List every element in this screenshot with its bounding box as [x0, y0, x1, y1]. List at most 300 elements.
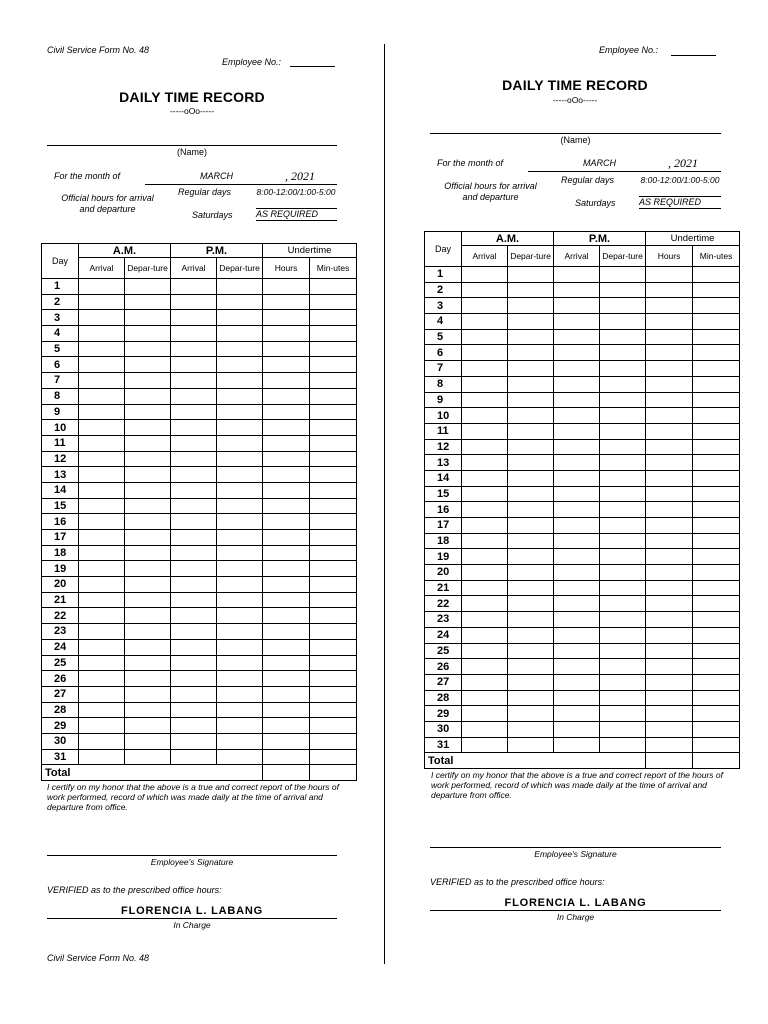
undertime-hours-cell[interactable]: [263, 718, 310, 734]
pm-arrival-cell[interactable]: [171, 310, 217, 326]
am-departure-cell[interactable]: [508, 627, 554, 643]
undertime-hours-cell[interactable]: [646, 580, 693, 596]
am-departure-cell[interactable]: [125, 279, 171, 295]
employee-signature-line[interactable]: [430, 847, 721, 848]
undertime-hours-cell[interactable]: [263, 561, 310, 577]
am-arrival-cell[interactable]: [79, 420, 125, 436]
undertime-minutes-cell[interactable]: [693, 376, 740, 392]
am-departure-cell[interactable]: [125, 514, 171, 530]
pm-departure-cell[interactable]: [600, 423, 646, 439]
am-arrival-cell[interactable]: [79, 718, 125, 734]
total-minutes-cell[interactable]: [693, 753, 740, 769]
undertime-minutes-cell[interactable]: [693, 596, 740, 612]
undertime-minutes-cell[interactable]: [310, 671, 357, 687]
am-departure-cell[interactable]: [125, 420, 171, 436]
undertime-minutes-cell[interactable]: [693, 314, 740, 330]
undertime-minutes-cell[interactable]: [310, 718, 357, 734]
pm-arrival-cell[interactable]: [171, 373, 217, 389]
pm-departure-cell[interactable]: [217, 671, 263, 687]
am-departure-cell[interactable]: [125, 482, 171, 498]
pm-arrival-cell[interactable]: [554, 470, 600, 486]
pm-departure-cell[interactable]: [600, 329, 646, 345]
am-departure-cell[interactable]: [125, 733, 171, 749]
undertime-hours-cell[interactable]: [646, 345, 693, 361]
pm-departure-cell[interactable]: [217, 467, 263, 483]
am-departure-cell[interactable]: [125, 686, 171, 702]
pm-departure-cell[interactable]: [600, 580, 646, 596]
am-departure-cell[interactable]: [125, 326, 171, 342]
am-departure-cell[interactable]: [125, 639, 171, 655]
pm-departure-cell[interactable]: [217, 514, 263, 530]
pm-arrival-cell[interactable]: [554, 643, 600, 659]
undertime-minutes-cell[interactable]: [693, 518, 740, 534]
undertime-hours-cell[interactable]: [263, 373, 310, 389]
pm-arrival-cell[interactable]: [171, 718, 217, 734]
undertime-hours-cell[interactable]: [263, 279, 310, 295]
am-arrival-cell[interactable]: [79, 671, 125, 687]
pm-departure-cell[interactable]: [217, 498, 263, 514]
pm-departure-cell[interactable]: [217, 655, 263, 671]
pm-departure-cell[interactable]: [600, 518, 646, 534]
am-arrival-cell[interactable]: [79, 482, 125, 498]
am-arrival-cell[interactable]: [462, 470, 508, 486]
am-arrival-cell[interactable]: [79, 310, 125, 326]
undertime-hours-cell[interactable]: [263, 326, 310, 342]
am-arrival-cell[interactable]: [462, 549, 508, 565]
am-departure-cell[interactable]: [508, 345, 554, 361]
employee-no-field[interactable]: [290, 66, 335, 67]
am-arrival-cell[interactable]: [462, 674, 508, 690]
undertime-hours-cell[interactable]: [646, 361, 693, 377]
total-hours-cell[interactable]: [646, 753, 693, 769]
pm-departure-cell[interactable]: [600, 345, 646, 361]
pm-departure-cell[interactable]: [217, 702, 263, 718]
am-departure-cell[interactable]: [508, 298, 554, 314]
pm-departure-cell[interactable]: [600, 596, 646, 612]
am-arrival-cell[interactable]: [79, 577, 125, 593]
undertime-hours-cell[interactable]: [646, 612, 693, 628]
am-departure-cell[interactable]: [508, 612, 554, 628]
pm-departure-cell[interactable]: [217, 451, 263, 467]
pm-arrival-cell[interactable]: [554, 596, 600, 612]
undertime-minutes-cell[interactable]: [693, 329, 740, 345]
am-departure-cell[interactable]: [508, 518, 554, 534]
pm-departure-cell[interactable]: [600, 282, 646, 298]
pm-arrival-cell[interactable]: [171, 686, 217, 702]
name-field[interactable]: [430, 133, 721, 134]
pm-departure-cell[interactable]: [600, 408, 646, 424]
undertime-minutes-cell[interactable]: [310, 326, 357, 342]
am-arrival-cell[interactable]: [462, 502, 508, 518]
pm-departure-cell[interactable]: [600, 721, 646, 737]
undertime-minutes-cell[interactable]: [310, 435, 357, 451]
pm-arrival-cell[interactable]: [554, 392, 600, 408]
am-arrival-cell[interactable]: [462, 721, 508, 737]
pm-arrival-cell[interactable]: [554, 298, 600, 314]
undertime-hours-cell[interactable]: [263, 639, 310, 655]
pm-arrival-cell[interactable]: [171, 624, 217, 640]
pm-arrival-cell[interactable]: [554, 502, 600, 518]
pm-departure-cell[interactable]: [600, 470, 646, 486]
undertime-minutes-cell[interactable]: [310, 686, 357, 702]
am-arrival-cell[interactable]: [79, 530, 125, 546]
am-arrival-cell[interactable]: [462, 518, 508, 534]
am-arrival-cell[interactable]: [462, 596, 508, 612]
undertime-minutes-cell[interactable]: [310, 467, 357, 483]
am-arrival-cell[interactable]: [462, 643, 508, 659]
pm-departure-cell[interactable]: [600, 392, 646, 408]
am-departure-cell[interactable]: [508, 690, 554, 706]
pm-arrival-cell[interactable]: [554, 659, 600, 675]
undertime-minutes-cell[interactable]: [310, 341, 357, 357]
am-arrival-cell[interactable]: [462, 345, 508, 361]
undertime-minutes-cell[interactable]: [693, 345, 740, 361]
pm-arrival-cell[interactable]: [554, 737, 600, 753]
pm-arrival-cell[interactable]: [171, 655, 217, 671]
pm-arrival-cell[interactable]: [171, 404, 217, 420]
am-arrival-cell[interactable]: [79, 435, 125, 451]
undertime-minutes-cell[interactable]: [693, 627, 740, 643]
am-departure-cell[interactable]: [125, 592, 171, 608]
pm-departure-cell[interactable]: [217, 639, 263, 655]
undertime-hours-cell[interactable]: [263, 388, 310, 404]
pm-departure-cell[interactable]: [217, 577, 263, 593]
pm-departure-cell[interactable]: [600, 455, 646, 471]
am-departure-cell[interactable]: [125, 435, 171, 451]
undertime-minutes-cell[interactable]: [310, 514, 357, 530]
am-departure-cell[interactable]: [508, 596, 554, 612]
undertime-minutes-cell[interactable]: [310, 545, 357, 561]
pm-arrival-cell[interactable]: [171, 341, 217, 357]
undertime-minutes-cell[interactable]: [310, 388, 357, 404]
pm-arrival-cell[interactable]: [171, 279, 217, 295]
am-departure-cell[interactable]: [508, 392, 554, 408]
am-arrival-cell[interactable]: [79, 404, 125, 420]
pm-departure-cell[interactable]: [600, 502, 646, 518]
am-arrival-cell[interactable]: [462, 408, 508, 424]
undertime-minutes-cell[interactable]: [693, 643, 740, 659]
undertime-minutes-cell[interactable]: [693, 549, 740, 565]
pm-departure-cell[interactable]: [217, 404, 263, 420]
pm-departure-cell[interactable]: [217, 420, 263, 436]
am-departure-cell[interactable]: [125, 545, 171, 561]
pm-departure-cell[interactable]: [217, 592, 263, 608]
undertime-hours-cell[interactable]: [263, 467, 310, 483]
am-departure-cell[interactable]: [125, 702, 171, 718]
am-departure-cell[interactable]: [508, 423, 554, 439]
undertime-hours-cell[interactable]: [646, 721, 693, 737]
undertime-minutes-cell[interactable]: [693, 502, 740, 518]
undertime-minutes-cell[interactable]: [693, 659, 740, 675]
pm-arrival-cell[interactable]: [554, 345, 600, 361]
pm-arrival-cell[interactable]: [554, 408, 600, 424]
undertime-hours-cell[interactable]: [646, 674, 693, 690]
undertime-hours-cell[interactable]: [263, 545, 310, 561]
am-departure-cell[interactable]: [125, 310, 171, 326]
undertime-hours-cell[interactable]: [646, 706, 693, 722]
am-arrival-cell[interactable]: [462, 282, 508, 298]
pm-departure-cell[interactable]: [600, 565, 646, 581]
pm-arrival-cell[interactable]: [171, 451, 217, 467]
am-arrival-cell[interactable]: [79, 514, 125, 530]
am-departure-cell[interactable]: [508, 533, 554, 549]
pm-arrival-cell[interactable]: [171, 420, 217, 436]
pm-departure-cell[interactable]: [217, 373, 263, 389]
am-arrival-cell[interactable]: [79, 373, 125, 389]
undertime-minutes-cell[interactable]: [310, 733, 357, 749]
am-departure-cell[interactable]: [508, 486, 554, 502]
am-arrival-cell[interactable]: [462, 298, 508, 314]
pm-arrival-cell[interactable]: [171, 733, 217, 749]
pm-arrival-cell[interactable]: [554, 690, 600, 706]
pm-arrival-cell[interactable]: [171, 671, 217, 687]
undertime-hours-cell[interactable]: [646, 565, 693, 581]
pm-arrival-cell[interactable]: [554, 282, 600, 298]
am-arrival-cell[interactable]: [79, 279, 125, 295]
undertime-minutes-cell[interactable]: [310, 451, 357, 467]
undertime-hours-cell[interactable]: [646, 392, 693, 408]
pm-arrival-cell[interactable]: [171, 592, 217, 608]
pm-arrival-cell[interactable]: [171, 608, 217, 624]
am-departure-cell[interactable]: [125, 749, 171, 765]
pm-departure-cell[interactable]: [217, 341, 263, 357]
pm-arrival-cell[interactable]: [554, 439, 600, 455]
undertime-hours-cell[interactable]: [263, 482, 310, 498]
am-arrival-cell[interactable]: [79, 655, 125, 671]
am-arrival-cell[interactable]: [79, 326, 125, 342]
pm-arrival-cell[interactable]: [554, 565, 600, 581]
pm-arrival-cell[interactable]: [554, 580, 600, 596]
pm-departure-cell[interactable]: [600, 533, 646, 549]
am-departure-cell[interactable]: [508, 455, 554, 471]
pm-arrival-cell[interactable]: [554, 329, 600, 345]
pm-departure-cell[interactable]: [600, 737, 646, 753]
pm-departure-cell[interactable]: [600, 627, 646, 643]
undertime-hours-cell[interactable]: [263, 341, 310, 357]
pm-departure-cell[interactable]: [217, 388, 263, 404]
undertime-hours-cell[interactable]: [263, 655, 310, 671]
undertime-hours-cell[interactable]: [646, 486, 693, 502]
am-departure-cell[interactable]: [508, 267, 554, 283]
employee-signature-line[interactable]: [47, 855, 337, 856]
pm-departure-cell[interactable]: [600, 267, 646, 283]
pm-departure-cell[interactable]: [600, 690, 646, 706]
pm-arrival-cell[interactable]: [554, 267, 600, 283]
pm-departure-cell[interactable]: [600, 643, 646, 659]
am-arrival-cell[interactable]: [462, 690, 508, 706]
pm-arrival-cell[interactable]: [171, 357, 217, 373]
am-departure-cell[interactable]: [125, 373, 171, 389]
pm-departure-cell[interactable]: [217, 718, 263, 734]
am-arrival-cell[interactable]: [79, 639, 125, 655]
month-field[interactable]: [528, 171, 721, 172]
am-arrival-cell[interactable]: [79, 388, 125, 404]
undertime-hours-cell[interactable]: [263, 294, 310, 310]
undertime-minutes-cell[interactable]: [693, 706, 740, 722]
am-arrival-cell[interactable]: [79, 545, 125, 561]
am-arrival-cell[interactable]: [462, 580, 508, 596]
am-arrival-cell[interactable]: [462, 392, 508, 408]
am-departure-cell[interactable]: [125, 577, 171, 593]
undertime-hours-cell[interactable]: [646, 502, 693, 518]
undertime-minutes-cell[interactable]: [310, 655, 357, 671]
am-departure-cell[interactable]: [125, 388, 171, 404]
pm-arrival-cell[interactable]: [171, 482, 217, 498]
pm-departure-cell[interactable]: [600, 376, 646, 392]
undertime-minutes-cell[interactable]: [693, 470, 740, 486]
pm-arrival-cell[interactable]: [171, 388, 217, 404]
undertime-minutes-cell[interactable]: [310, 404, 357, 420]
undertime-hours-cell[interactable]: [646, 267, 693, 283]
undertime-minutes-cell[interactable]: [693, 486, 740, 502]
am-arrival-cell[interactable]: [79, 294, 125, 310]
am-departure-cell[interactable]: [508, 502, 554, 518]
undertime-hours-cell[interactable]: [646, 659, 693, 675]
undertime-minutes-cell[interactable]: [310, 577, 357, 593]
am-arrival-cell[interactable]: [79, 592, 125, 608]
am-departure-cell[interactable]: [508, 470, 554, 486]
undertime-hours-cell[interactable]: [646, 549, 693, 565]
am-departure-cell[interactable]: [508, 643, 554, 659]
undertime-minutes-cell[interactable]: [310, 561, 357, 577]
undertime-hours-cell[interactable]: [646, 737, 693, 753]
pm-departure-cell[interactable]: [217, 608, 263, 624]
pm-arrival-cell[interactable]: [171, 326, 217, 342]
am-departure-cell[interactable]: [125, 530, 171, 546]
pm-departure-cell[interactable]: [600, 549, 646, 565]
pm-departure-cell[interactable]: [217, 326, 263, 342]
undertime-hours-cell[interactable]: [646, 470, 693, 486]
am-arrival-cell[interactable]: [79, 702, 125, 718]
undertime-hours-cell[interactable]: [646, 329, 693, 345]
am-arrival-cell[interactable]: [462, 455, 508, 471]
am-arrival-cell[interactable]: [79, 451, 125, 467]
am-arrival-cell[interactable]: [462, 737, 508, 753]
undertime-minutes-cell[interactable]: [310, 624, 357, 640]
pm-arrival-cell[interactable]: [554, 518, 600, 534]
am-arrival-cell[interactable]: [79, 749, 125, 765]
am-arrival-cell[interactable]: [462, 423, 508, 439]
pm-arrival-cell[interactable]: [554, 549, 600, 565]
am-departure-cell[interactable]: [125, 357, 171, 373]
undertime-minutes-cell[interactable]: [310, 530, 357, 546]
am-arrival-cell[interactable]: [462, 706, 508, 722]
pm-departure-cell[interactable]: [217, 435, 263, 451]
am-departure-cell[interactable]: [508, 737, 554, 753]
am-departure-cell[interactable]: [508, 439, 554, 455]
am-arrival-cell[interactable]: [79, 498, 125, 514]
pm-departure-cell[interactable]: [600, 439, 646, 455]
undertime-minutes-cell[interactable]: [310, 592, 357, 608]
undertime-hours-cell[interactable]: [646, 455, 693, 471]
pm-arrival-cell[interactable]: [554, 533, 600, 549]
am-departure-cell[interactable]: [508, 376, 554, 392]
am-departure-cell[interactable]: [508, 549, 554, 565]
undertime-hours-cell[interactable]: [263, 577, 310, 593]
pm-departure-cell[interactable]: [217, 482, 263, 498]
undertime-hours-cell[interactable]: [646, 643, 693, 659]
undertime-minutes-cell[interactable]: [310, 702, 357, 718]
undertime-minutes-cell[interactable]: [693, 267, 740, 283]
pm-departure-cell[interactable]: [600, 612, 646, 628]
pm-arrival-cell[interactable]: [171, 467, 217, 483]
pm-arrival-cell[interactable]: [171, 639, 217, 655]
am-departure-cell[interactable]: [125, 624, 171, 640]
undertime-minutes-cell[interactable]: [693, 737, 740, 753]
am-departure-cell[interactable]: [125, 404, 171, 420]
am-departure-cell[interactable]: [508, 329, 554, 345]
undertime-minutes-cell[interactable]: [693, 392, 740, 408]
undertime-hours-cell[interactable]: [646, 518, 693, 534]
am-arrival-cell[interactable]: [462, 627, 508, 643]
undertime-hours-cell[interactable]: [263, 608, 310, 624]
undertime-minutes-cell[interactable]: [693, 298, 740, 314]
undertime-minutes-cell[interactable]: [693, 721, 740, 737]
am-arrival-cell[interactable]: [79, 686, 125, 702]
pm-departure-cell[interactable]: [217, 749, 263, 765]
pm-arrival-cell[interactable]: [171, 530, 217, 546]
pm-arrival-cell[interactable]: [554, 486, 600, 502]
month-field[interactable]: [145, 184, 337, 185]
am-arrival-cell[interactable]: [79, 608, 125, 624]
am-arrival-cell[interactable]: [462, 565, 508, 581]
pm-arrival-cell[interactable]: [171, 702, 217, 718]
undertime-minutes-cell[interactable]: [693, 423, 740, 439]
am-arrival-cell[interactable]: [462, 612, 508, 628]
undertime-hours-cell[interactable]: [263, 624, 310, 640]
pm-departure-cell[interactable]: [600, 486, 646, 502]
am-arrival-cell[interactable]: [462, 376, 508, 392]
undertime-hours-cell[interactable]: [646, 408, 693, 424]
undertime-hours-cell[interactable]: [263, 404, 310, 420]
pm-arrival-cell[interactable]: [554, 612, 600, 628]
pm-departure-cell[interactable]: [217, 357, 263, 373]
am-departure-cell[interactable]: [125, 608, 171, 624]
am-departure-cell[interactable]: [508, 706, 554, 722]
pm-arrival-cell[interactable]: [554, 423, 600, 439]
undertime-minutes-cell[interactable]: [693, 580, 740, 596]
am-departure-cell[interactable]: [508, 282, 554, 298]
am-departure-cell[interactable]: [125, 671, 171, 687]
pm-departure-cell[interactable]: [600, 706, 646, 722]
undertime-hours-cell[interactable]: [263, 592, 310, 608]
am-departure-cell[interactable]: [125, 451, 171, 467]
am-departure-cell[interactable]: [508, 314, 554, 330]
pm-arrival-cell[interactable]: [554, 376, 600, 392]
undertime-minutes-cell[interactable]: [310, 639, 357, 655]
pm-arrival-cell[interactable]: [554, 706, 600, 722]
undertime-hours-cell[interactable]: [646, 627, 693, 643]
undertime-minutes-cell[interactable]: [693, 282, 740, 298]
am-arrival-cell[interactable]: [462, 314, 508, 330]
pm-arrival-cell[interactable]: [171, 498, 217, 514]
undertime-hours-cell[interactable]: [263, 451, 310, 467]
undertime-hours-cell[interactable]: [263, 749, 310, 765]
pm-departure-cell[interactable]: [217, 561, 263, 577]
am-departure-cell[interactable]: [125, 341, 171, 357]
pm-departure-cell[interactable]: [217, 294, 263, 310]
pm-departure-cell[interactable]: [600, 314, 646, 330]
undertime-hours-cell[interactable]: [646, 376, 693, 392]
undertime-minutes-cell[interactable]: [693, 533, 740, 549]
undertime-minutes-cell[interactable]: [693, 690, 740, 706]
pm-arrival-cell[interactable]: [554, 721, 600, 737]
undertime-hours-cell[interactable]: [263, 686, 310, 702]
undertime-hours-cell[interactable]: [263, 702, 310, 718]
undertime-minutes-cell[interactable]: [310, 310, 357, 326]
am-arrival-cell[interactable]: [79, 357, 125, 373]
total-hours-cell[interactable]: [263, 765, 310, 781]
